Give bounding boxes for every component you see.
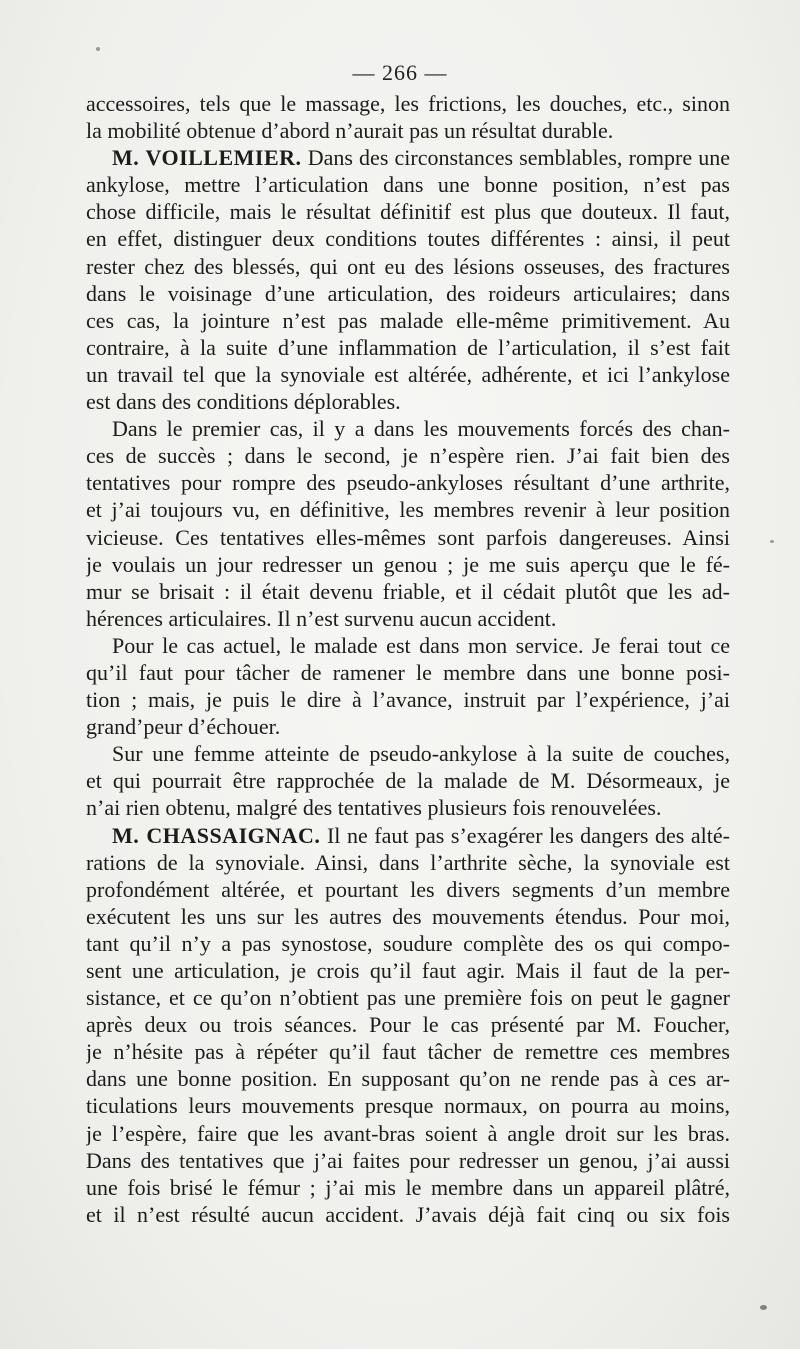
text-line (86, 388, 730, 415)
line-text: contraire, à la suite d’une inflammation de l’articulation, il s’est fait (86, 334, 730, 360)
text-line (86, 903, 730, 930)
line-text: accessoires, tels que le massage, les frictions, les douches, etc., sinon (86, 91, 730, 116)
text-line (86, 740, 730, 767)
text-line (86, 794, 730, 821)
text-line (86, 442, 730, 469)
line-text: Dans des circonstances semblables, rompre une (307, 145, 730, 171)
text-line (86, 713, 730, 740)
line-text: n’ai rien obtenu, malgré des tentatives plusieurs fois renouvelées. (86, 795, 662, 821)
text-line (86, 117, 730, 144)
page-number: — 266 — (352, 60, 448, 85)
text-line (86, 930, 730, 957)
line-text: Pour le cas actuel, le malade est dans mon service. Je ferai tout ce (112, 632, 730, 658)
line-text: tion ; mais, je puis le dire à l’avance, instruit par l’expérience, j’ai (86, 687, 730, 713)
text-line (86, 1120, 730, 1147)
text-line (86, 1092, 730, 1119)
line-text: je n’hésite pas à répéter qu’il faut tâcher de remettre ces membres (86, 1039, 730, 1065)
text-line (86, 469, 730, 496)
text-line (86, 605, 730, 632)
text-line (86, 253, 730, 280)
line-text: rester chez des blessés, qui ont eu des lésions osseuses, des fractures (86, 253, 730, 279)
line-text: je voulais un jour redresser un genou ; je me suis aperçu que le fé- (86, 551, 730, 577)
text-line (86, 1147, 730, 1174)
line-text: Dans des tentatives que j’ai faites pour redresser un genou, j’ai aussi (86, 1147, 730, 1173)
text-line (86, 822, 730, 849)
text-line (86, 578, 730, 605)
text-line (86, 171, 730, 198)
line-text: un travail tel que la synoviale est altérée, adhérente, et ici l’ankylose (86, 361, 730, 387)
line-text: en effet, distinguer deux conditions toutes différentes : ainsi, il peut (86, 226, 730, 252)
line-text: chose difficile, mais le résultat définitif est plus que douteux. Il faut, (86, 199, 730, 225)
line-text: ankylose, mettre l’articulation dans une bonne position, n’est pas (86, 172, 730, 198)
text-line (86, 524, 730, 551)
text-line (86, 1011, 730, 1038)
text-line (86, 225, 730, 252)
line-text: Il ne faut pas s’exagérer les dangers des alté- (326, 822, 730, 848)
line-text: profondément altérée, et pourtant les divers segments d’un membre (86, 876, 730, 902)
line-text: Dans le premier cas, il y a dans les mouvements forcés des chan- (112, 416, 730, 442)
line-text: grand’peur d’échouer. (86, 714, 281, 740)
line-text: est dans des conditions déplorables. (86, 389, 401, 415)
text-line (86, 984, 730, 1011)
line-text: ticulations leurs mouvements presque normaux, on pourra au moins, (86, 1093, 730, 1119)
text-line (86, 849, 730, 876)
line-text: une fois brisé le fémur ; j’ai mis le membre dans un appareil plâtré, (86, 1174, 730, 1200)
text-line (86, 496, 730, 523)
line-text: Sur une femme atteinte de pseudo-ankylose à la suite de couches, (112, 741, 730, 767)
text-line (86, 632, 730, 659)
text-line (86, 198, 730, 225)
text-line (86, 686, 730, 713)
text-line (86, 551, 730, 578)
text-line (86, 1065, 730, 1092)
text-line (86, 415, 730, 442)
line-text: dans le voisinage d’une articulation, des roideurs articulaires; dans (86, 280, 730, 306)
speaker-name: M. CHASSAIGNAC. (112, 822, 321, 848)
text-line (86, 280, 730, 307)
line-text: ces de succès ; dans le second, je n’espère rien. J’ai fait bien des (86, 443, 730, 469)
text-line (86, 361, 730, 388)
paper-speck (770, 540, 774, 543)
line-text: sent une articulation, je crois qu’il faut agir. Mais il faut de la per- (86, 958, 730, 983)
line-text: qu’il faut pour tâcher de ramener le membre dans une bonne posi- (86, 659, 730, 685)
line-text: et il n’est résulté aucun accident. J’avais déjà fait cinq ou six fois (86, 1201, 730, 1227)
text-line (86, 957, 730, 984)
text-line (86, 767, 730, 794)
text-line (86, 659, 730, 686)
line-text: après deux ou trois séances. Pour le cas présenté par M. Foucher, (86, 1012, 730, 1038)
text-line (86, 90, 730, 117)
line-text: tentatives pour rompre des pseudo-ankyloses résultant d’une arthrite, (86, 470, 730, 496)
text-line (86, 1038, 730, 1065)
line-text: la mobilité obtenue d’abord n’aurait pas un résultat durable. (86, 118, 614, 144)
text-line (86, 307, 730, 334)
text-line (86, 1201, 730, 1228)
line-text: mur se brisait : il était devenu friable, et il cédait plutôt que les ad- (86, 578, 730, 604)
paper-speck (96, 47, 100, 51)
text-line (86, 334, 730, 361)
line-text: hérences articulaires. Il n’est survenu aucun accident. (86, 605, 557, 631)
line-text: rations de la synoviale. Ainsi, dans l’arthrite sèche, la synoviale est (86, 849, 730, 875)
speaker-name: M. VOILLEMIER. (112, 145, 302, 171)
text-line (86, 144, 730, 171)
line-text: exécutent les uns sur les autres des mouvements étendus. Pour moi, (86, 903, 730, 929)
line-text: dans une bonne position. En supposant qu’on ne rende pas à ces ar- (86, 1066, 730, 1092)
paper-speck (760, 1305, 767, 1310)
line-text: sistance, et ce qu’on n’obtient pas une première fois on peut le gagner (86, 985, 730, 1011)
line-text: et qui pourrait être rapprochée de la malade de M. Désormeaux, je (86, 768, 730, 794)
text-line (86, 1174, 730, 1201)
text-line (86, 876, 730, 903)
line-text: ces cas, la jointure n’est pas malade elle-même primitivement. Au (86, 307, 730, 333)
body-text (86, 90, 730, 1228)
line-text: tant qu’il n’y a pas synostose, soudure complète des os qui compo- (86, 930, 730, 956)
line-text: et j’ai toujours vu, en définitive, les membres revenir à leur position (86, 497, 730, 523)
line-text: je l’espère, faire que les avant-bras soient à angle droit sur les bras. (86, 1120, 730, 1146)
line-text: vicieuse. Ces tentatives elles-mêmes sont parfois dangereuses. Ainsi (86, 524, 730, 550)
